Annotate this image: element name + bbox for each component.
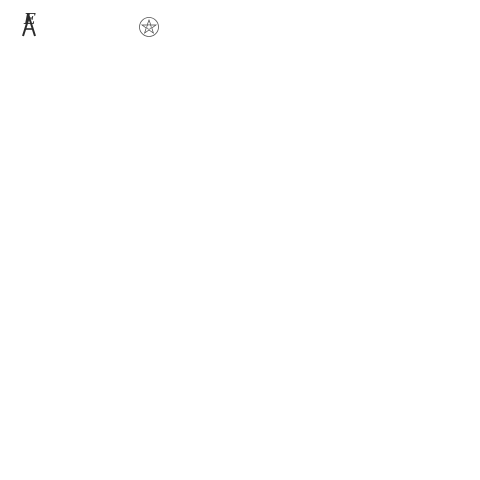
document-header <box>100 60 420 63</box>
logo-line-entrate <box>24 12 124 28</box>
logo-letter-e: E <box>24 10 36 28</box>
republic-emblem-icon <box>138 16 160 38</box>
agenzia-entrate-logo <box>20 10 160 50</box>
logo-wordmark <box>24 12 124 28</box>
